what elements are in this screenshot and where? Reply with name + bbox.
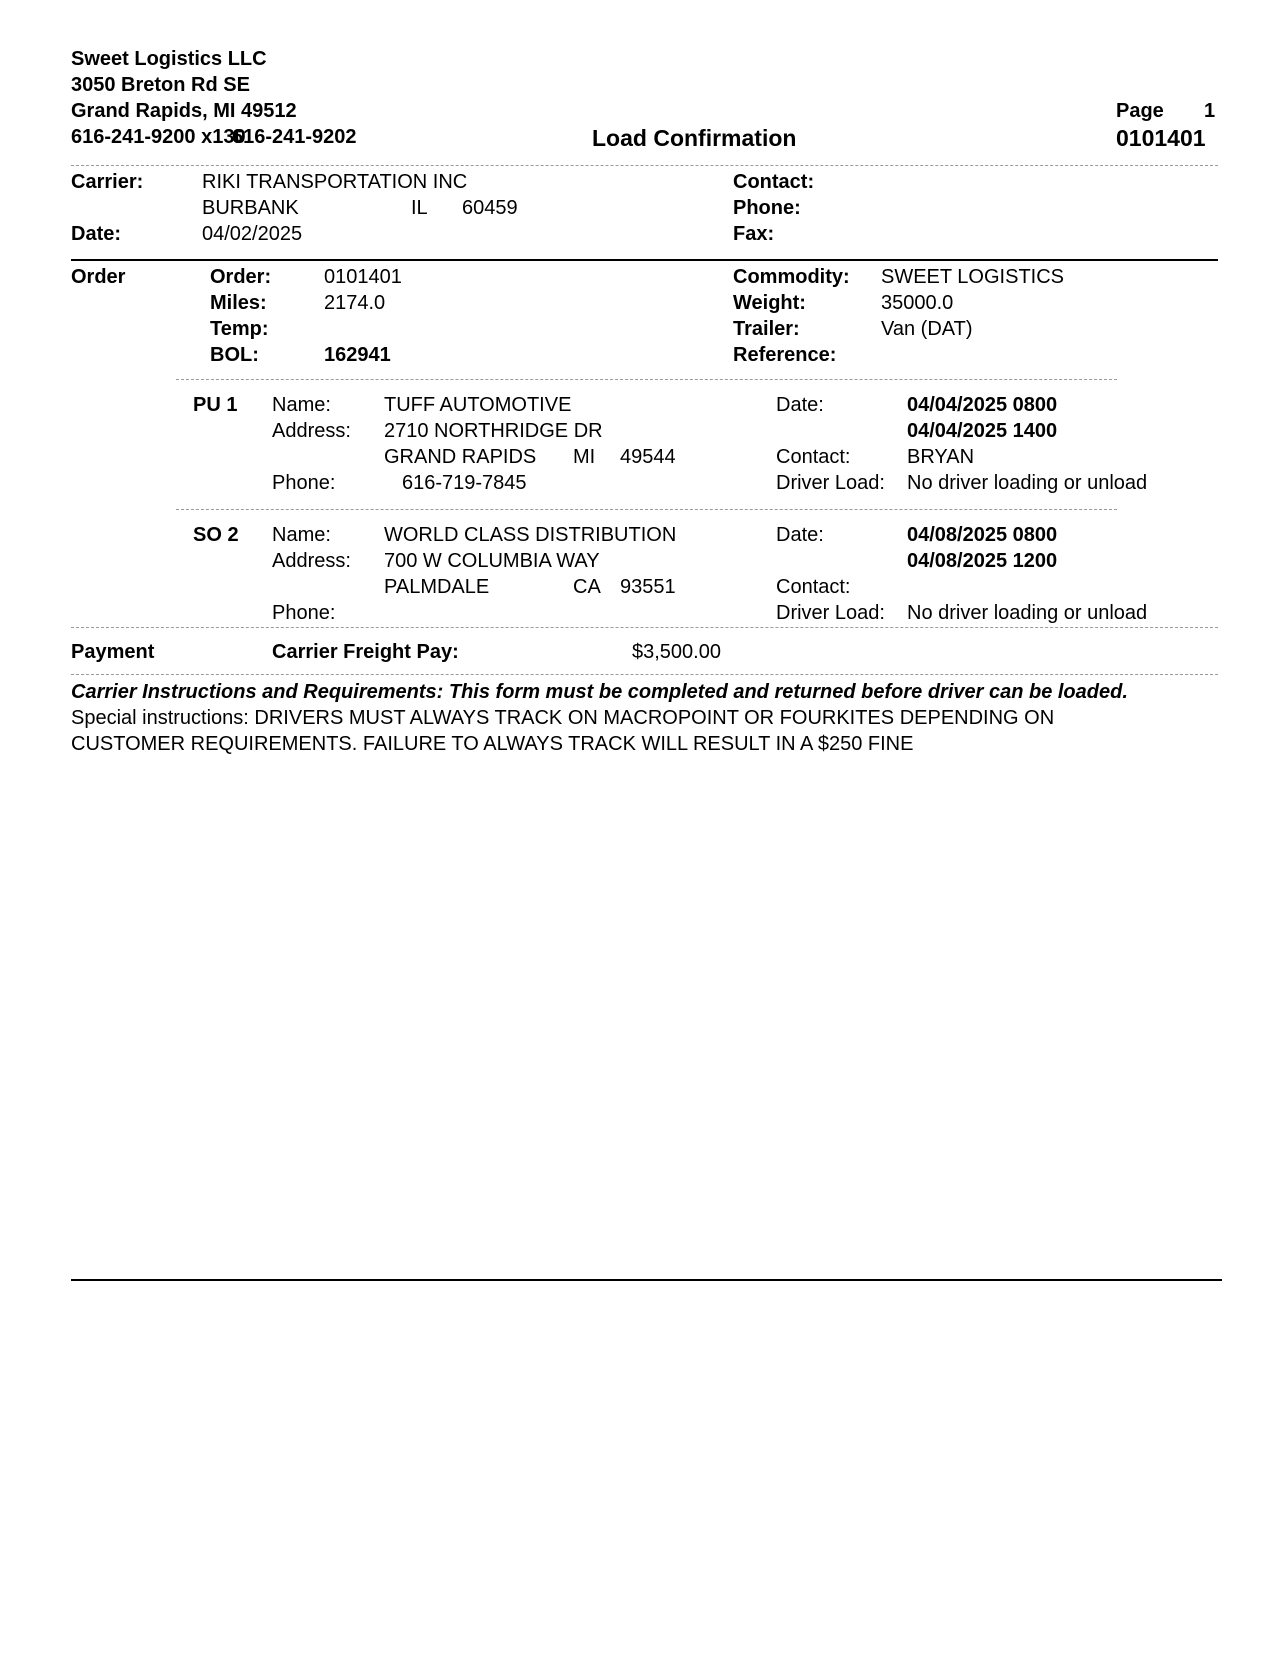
carrier-city: BURBANK: [202, 197, 299, 219]
stop-phone-label: Phone:: [272, 602, 336, 624]
stop-city: GRAND RAPIDS: [384, 446, 537, 468]
company-address-line1: 3050 Breton Rd SE: [71, 74, 250, 96]
stop-contact: BRYAN: [907, 446, 975, 468]
carrier-date-label: Date:: [71, 223, 122, 245]
carrier-freight-pay-value: $3,500.00: [632, 641, 721, 663]
carrier-label: Carrier:: [71, 171, 144, 193]
document-title: Load Confirmation: [592, 125, 797, 151]
bol-label: BOL:: [210, 344, 259, 366]
stop-divider: [176, 509, 1117, 510]
stop-address: 700 W COLUMBIA WAY: [384, 550, 600, 572]
stop-state: MI: [573, 446, 596, 468]
company-address-line2: Grand Rapids, MI 49512: [71, 100, 297, 122]
trailer-value: Van (DAT): [881, 318, 973, 340]
bottom-rule: [71, 1279, 1222, 1281]
carrier-date: 04/02/2025: [202, 223, 303, 245]
company-name: Sweet Logistics LLC: [71, 48, 267, 70]
stop-city: PALMDALE: [384, 576, 490, 598]
stop-address-label: Address:: [272, 420, 351, 442]
weight-label: Weight:: [733, 292, 806, 314]
stop-address-label: Address:: [272, 550, 351, 572]
stop-zip: 49544: [620, 446, 676, 468]
carrier-zip: 60459: [462, 197, 518, 219]
stop-phone: 616-719-7845: [402, 472, 527, 494]
stop-phone-label: Phone:: [272, 472, 336, 494]
order-number-label: Order:: [210, 266, 272, 288]
stop-driver-load: No driver loading or unload: [907, 472, 1148, 494]
carrier-contact-label: Contact:: [733, 171, 815, 193]
carrier-phone-label: Phone:: [733, 197, 801, 219]
trailer-label: Trailer:: [733, 318, 800, 340]
stop-name: TUFF AUTOMOTIVE: [384, 394, 572, 416]
stop-driver-load-label: Driver Load:: [776, 472, 885, 494]
stops-divider: [71, 627, 1218, 628]
stop-date-label: Date:: [776, 394, 824, 416]
header-divider: [71, 165, 1218, 166]
order-number-value: 0101401: [324, 266, 402, 288]
reference-label: Reference:: [733, 344, 837, 366]
special-instructions-line1: Special instructions: DRIVERS MUST ALWAYS TRACK ON MACROPOINT OR FOURKITES DEPENDING ON: [71, 707, 1055, 729]
stop-date-from: 04/04/2025 0800: [907, 394, 1058, 416]
stop-driver-load-label: Driver Load:: [776, 602, 885, 624]
stop-date-from: 04/08/2025 0800: [907, 524, 1058, 546]
page-label: Page: [1116, 100, 1164, 122]
stop-code: SO 2: [193, 524, 239, 546]
stop-contact-label: Contact:: [776, 446, 851, 468]
commodity-value: SWEET LOGISTICS: [881, 266, 1064, 288]
stop-name-label: Name:: [272, 394, 331, 416]
stop-state: CA: [573, 576, 601, 598]
stop-name: WORLD CLASS DISTRIBUTION: [384, 524, 677, 546]
stop-address: 2710 NORTHRIDGE DR: [384, 420, 603, 442]
stop-name-label: Name:: [272, 524, 331, 546]
carrier-state: IL: [411, 197, 428, 219]
payment-divider: [71, 674, 1218, 675]
stop-date-to: 04/04/2025 1400: [907, 420, 1058, 442]
payment-section-label: Payment: [71, 641, 155, 663]
weight-value: 35000.0: [881, 292, 954, 314]
commodity-label: Commodity:: [733, 266, 850, 288]
miles-value: 2174.0: [324, 292, 386, 314]
carrier-divider: [71, 259, 1218, 261]
order-section-label: Order: [71, 266, 126, 288]
page-number: 1: [1204, 100, 1216, 122]
stop-date-label: Date:: [776, 524, 824, 546]
bol-value: 162941: [324, 344, 391, 366]
company-fax: 616-241-9202: [232, 126, 357, 148]
special-instructions-line2: CUSTOMER REQUIREMENTS. FAILURE TO ALWAYS TRACK WILL RESULT IN A $250 FINE: [71, 733, 914, 755]
stop-driver-load: No driver loading or unload: [907, 602, 1148, 624]
stop-code: PU 1: [193, 394, 238, 416]
stop-date-to: 04/08/2025 1200: [907, 550, 1058, 572]
stop-zip: 93551: [620, 576, 676, 598]
stop-contact-label: Contact:: [776, 576, 851, 598]
temp-label: Temp:: [210, 318, 269, 340]
carrier-freight-pay-label: Carrier Freight Pay:: [272, 641, 459, 663]
document-number: 0101401: [1116, 125, 1206, 151]
carrier-fax-label: Fax:: [733, 223, 775, 245]
carrier-name: RIKI TRANSPORTATION INC: [202, 171, 468, 193]
company-phone: 616-241-9200 x130: [71, 126, 246, 148]
instructions-heading: Carrier Instructions and Requirements: This form must be completed and returned before driver can be loaded.: [71, 681, 1128, 703]
order-divider: [176, 379, 1117, 380]
miles-label: Miles:: [210, 292, 267, 314]
